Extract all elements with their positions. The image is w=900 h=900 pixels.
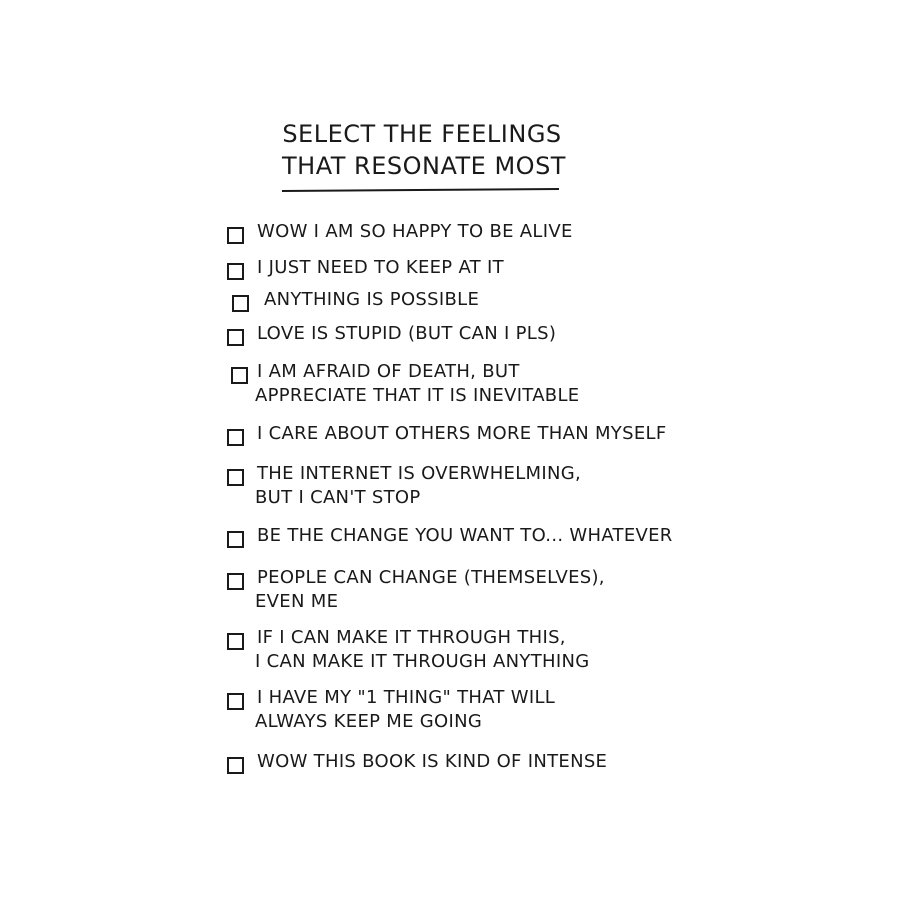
checklist-item-label [257, 626, 589, 674]
label-line: THE INTERNET IS OVERWHELMING, [257, 463, 582, 484]
checkbox[interactable] [231, 367, 248, 384]
label-line: ANYTHING IS POSSIBLE [264, 289, 480, 310]
label-line: BUT I CAN'T STOP [255, 487, 421, 508]
checkbox[interactable] [232, 295, 249, 312]
checkbox[interactable] [227, 633, 244, 650]
checklist-item-label [257, 566, 605, 614]
checkbox[interactable] [227, 429, 244, 446]
label-line: PEOPLE CAN CHANGE (THEMSELVES), [257, 567, 605, 588]
title-underline [282, 188, 559, 192]
label-line: I AM AFRAID OF DEATH, BUT [257, 361, 520, 382]
checkbox[interactable] [227, 469, 244, 486]
checkbox[interactable] [227, 573, 244, 590]
checklist-item-label [257, 322, 556, 346]
checkbox[interactable] [227, 329, 244, 346]
label-line: I CAN MAKE IT THROUGH ANYTHING [255, 651, 590, 672]
checkbox[interactable] [227, 227, 244, 244]
checkbox[interactable] [227, 757, 244, 774]
checklist-item-label [257, 422, 666, 446]
label-line: WOW THIS BOOK IS KIND OF INTENSE [257, 751, 608, 772]
label-line: I HAVE MY "1 THING" THAT WILL [257, 687, 556, 708]
checklist-item-label [257, 462, 581, 510]
page-title [282, 118, 566, 182]
checkbox[interactable] [227, 263, 244, 280]
checklist-item-label [257, 524, 673, 548]
label-line: IF I CAN MAKE IT THROUGH THIS, [257, 627, 566, 648]
checklist-item-label [257, 686, 555, 734]
label-line: ALWAYS KEEP ME GOING [255, 711, 483, 732]
title-line-2: THAT RESONATE MOST [282, 152, 566, 180]
checklist-item-label [257, 256, 504, 280]
label-line: APPRECIATE THAT IT IS INEVITABLE [255, 385, 580, 406]
checklist-item-label [257, 360, 579, 408]
checkbox[interactable] [227, 693, 244, 710]
checklist-item-label [257, 750, 607, 774]
label-line: LOVE IS STUPID (BUT CAN I PLS) [257, 323, 557, 344]
title-line-1: SELECT THE FEELINGS [282, 120, 562, 148]
checklist-item-label [257, 220, 573, 244]
label-line: WOW I AM SO HAPPY TO BE ALIVE [257, 221, 573, 242]
checkbox[interactable] [227, 531, 244, 548]
label-line: BE THE CHANGE YOU WANT TO... WHATEVER [257, 525, 673, 546]
label-line: EVEN ME [255, 591, 339, 612]
label-line: I CARE ABOUT OTHERS MORE THAN MYSELF [257, 423, 667, 444]
label-line: I JUST NEED TO KEEP AT IT [257, 257, 504, 278]
checklist-item-label [264, 288, 479, 312]
